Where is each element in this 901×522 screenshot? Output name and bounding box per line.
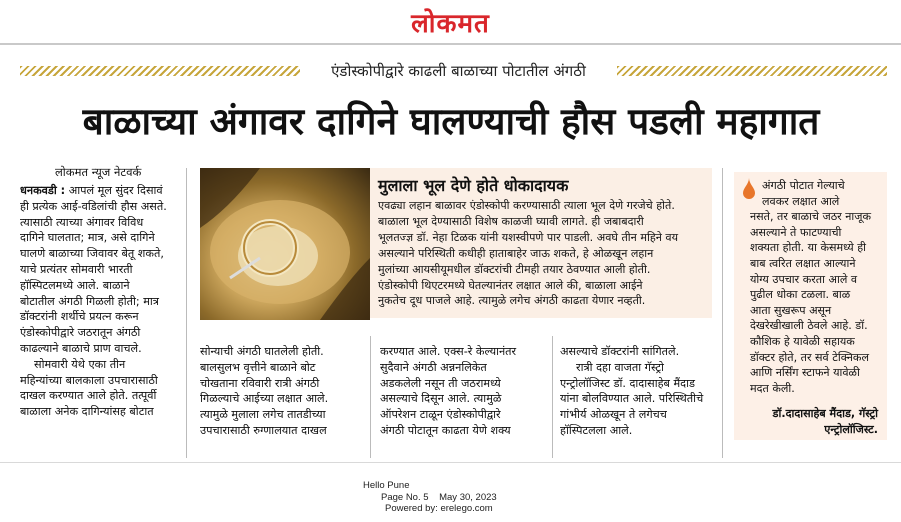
- col1-line: डॉक्टरांनी शर्थीचे प्रयत्न करून: [20, 310, 139, 324]
- quote-line: पुढील धोका टळला. बाळ: [750, 288, 851, 302]
- col1-line: काढल्याने बाळाचे प्राण वाचले.: [20, 341, 142, 355]
- col1-line: एंडोस्कोपीद्वारे जठरातून अंगठी: [20, 326, 141, 340]
- sidebox-line: एवढ्या लहान बाळावर एंडोस्कोपी करण्यासाठी त्याला भूल देणे गरजेचे होते.: [378, 199, 675, 212]
- col3-line: ऑपरेशन टाळून एंडोस्कोपीद्वारे: [380, 408, 501, 422]
- quote-body: [750, 178, 878, 396]
- sidebox-line: असल्याने परिस्थिती कधीही हाताबाहेर जाऊ शकते, हे ओळखून लहान: [378, 246, 654, 260]
- col3-line: अंगठी पोटातून काढता येणे शक्य: [380, 423, 511, 437]
- dateline: धनकवडी :: [20, 184, 66, 197]
- powered-by: Powered by: erelego.com: [385, 503, 493, 514]
- doctor-quote-box: [734, 172, 887, 440]
- sidebox-line: एंडोस्कोपी थिएटरमध्ये घेतल्यानंतर लक्षात आले की, बाळाला आईने: [378, 278, 643, 292]
- page-number: Page No. 5: [381, 491, 429, 503]
- page-footer: [363, 480, 497, 515]
- photo-illustration: [200, 168, 370, 320]
- col2-line: बालसुलभ वृत्तीने बाळाने बोट: [200, 360, 316, 374]
- kicker-bar: [20, 60, 887, 84]
- kicker-text: एंडोस्कोपीद्वारे काढली बाळाच्या पोटातील अंगठी: [331, 62, 586, 80]
- quote-line: अंगठी पोटात गेल्याचे: [762, 179, 845, 192]
- sidebox-body: [378, 198, 706, 309]
- col2-line: उपचारासाठी रुग्णालयात दाखल: [200, 423, 327, 437]
- sidebox-line: नुकतेच दूध पाजले आहे. त्यामुळे लगेच अंगठी काढता येणार नव्हती.: [378, 294, 646, 308]
- sidebar-box-anesthesia: [370, 168, 712, 318]
- column-divider: [370, 336, 371, 458]
- col3-line: करण्यात आले. एक्स-रे केल्यानंतर: [380, 345, 517, 358]
- col1-line: बोटातील अंगठी गिळली होती; मात्र: [20, 294, 159, 308]
- col1-line: महिन्यांच्या बालकाला उपचारासाठी: [20, 373, 158, 387]
- col1-line: धनकवडी : आपलं मूल सुंदर दिसावं: [20, 184, 163, 197]
- col1-line: दागिने घालतात; मात्र, असे दागिने: [20, 231, 155, 245]
- article-column-1: [20, 183, 180, 420]
- quote-author: डॉ.दादासाहेब मैंदाड, गॅस्ट्रो एन्ट्रोलॉजिस्ट.: [772, 407, 878, 436]
- column-divider: [186, 168, 187, 458]
- col2-line: चोखताना रविवारी रात्री अंगठी: [200, 376, 320, 390]
- headline: बाळाच्या अंगावर दागिने घालण्याची हौस पडली महागात: [82, 100, 820, 143]
- kicker-hatch-right: [617, 66, 887, 76]
- col1-line: बाळाला अनेक दागिन्यांसह बोटात: [20, 405, 154, 419]
- col1-line: दाखल करण्यात आले होते. तत्पूर्वी: [20, 389, 157, 403]
- quote-line: मदत केली.: [750, 381, 795, 395]
- quote-line: बाब त्वरित लक्षात आल्याने: [750, 256, 856, 270]
- quote-line: शक्यता होती. या केसमध्ये ही: [750, 241, 867, 255]
- sidebox-line: बाळाला भूल देण्यासाठी विशेष काळजी घ्यावी लागते. ही जबाबदारी: [378, 214, 644, 228]
- quote-line: डॉक्टर होते, तर सर्व टेक्निकल: [750, 350, 869, 364]
- col1-line: हॉस्पिटलमध्ये आले. बाळाने: [20, 278, 130, 292]
- article-column-3: [380, 344, 546, 439]
- col1-line: ही प्रत्येक आई-वडिलांची हौस असते.: [20, 199, 167, 213]
- col3-line: असल्याचे दिसून आले. त्यामुळे: [380, 392, 502, 406]
- col4-line: गांभीर्य ओळखून ते लगेचच: [560, 408, 667, 422]
- ring-endoscopy-photo: [200, 168, 370, 320]
- col4-line: रात्री दहा वाजता गॅस्ट्रो: [576, 360, 664, 374]
- col4-line: हॉस्पिटलला आले.: [560, 423, 633, 437]
- sidebox-line: मुलांच्या आयसीयूमधील डॉक्टरांची टीमही तयार ठेवण्यात आली होती.: [378, 262, 651, 276]
- sidebox-line: भूलतज्ज्ञ डॉ. नेहा टिळक यांनी यशस्वीपणे पार पाडली. अवघे तीन महिने वय: [378, 230, 679, 244]
- col1-line: घालणे बाळाच्या जिवावर बेतू शकते,: [20, 247, 164, 261]
- article-column-2: [200, 344, 364, 439]
- kicker-hatch-left: [20, 66, 300, 76]
- col4-line: एन्ट्रोलॉजिस्ट डॉ. दादासाहेब मैंदाड: [560, 376, 695, 390]
- byline: लोकमत न्यूज नेटवर्क: [55, 165, 142, 179]
- page-info: [363, 492, 497, 504]
- col4-line: असल्याचे डॉक्टरांनी सांगितले.: [560, 345, 680, 358]
- col1-line: सोमवारी येथे एका तीन: [34, 357, 126, 371]
- col3-line: सुदैवाने अंगठी अन्ननलिकेत: [380, 360, 487, 374]
- col2-line: सोन्याची अंगठी घातलेली होती.: [200, 345, 324, 358]
- masthead: [0, 0, 901, 44]
- col4-line: यांना बोलविण्यात आले. परिस्थितीचे: [560, 392, 704, 406]
- column-divider: [552, 336, 553, 458]
- edition-name: Hello Pune: [363, 480, 410, 491]
- col2-line: त्यामुळे मुलाला लगेच तातडीच्या: [200, 408, 326, 422]
- quote-line: नसते, तर बाळाचे जठर नाजूक: [750, 210, 872, 224]
- masthead-divider: [0, 43, 901, 45]
- quote-line: आता सुखरूप असून: [750, 303, 832, 317]
- col1-line: याचे प्रत्यंतर सोमवारी भारती: [20, 262, 133, 276]
- col1-line: त्यासाठी त्याच्या अंगावर विविध: [20, 215, 144, 229]
- sidebox-title: मुलाला भूल देणे होते धोकादायक: [378, 176, 569, 195]
- bottom-divider: [0, 462, 901, 463]
- article-column-4: [560, 344, 716, 439]
- page-date: May 30, 2023: [439, 491, 497, 503]
- lokmat-logo: लोकमत: [411, 9, 490, 39]
- quote-line: आणि नर्सिंग स्टाफने यावेळी: [750, 366, 860, 380]
- col3-line: अडकलेली नसून ती जठरामध्ये: [380, 376, 501, 390]
- quote-line: लवकर लक्षात आले: [762, 194, 840, 208]
- quote-line: योग्य उपचार करता आले व: [750, 272, 858, 286]
- quote-line: देखरेखीखाली ठेवले आहे. डॉ.: [750, 319, 868, 333]
- column-divider: [722, 168, 723, 458]
- col2-line: गिळल्याचे आईच्या लक्षात आले.: [200, 392, 329, 406]
- quote-line: कौशिक हे यावेळी सहायक: [750, 334, 855, 348]
- quote-line: असल्याने ते फाटण्याची: [750, 225, 842, 239]
